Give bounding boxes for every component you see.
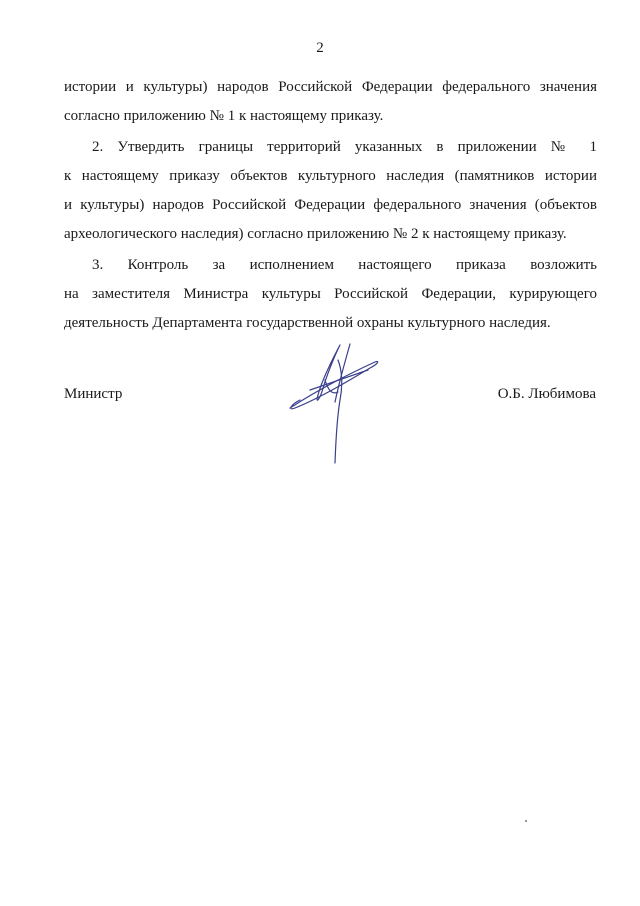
signatory-name: О.Б. Любимова (497, 386, 596, 402)
page-number: 2 (316, 40, 324, 56)
scan-speck (525, 820, 527, 822)
body-line: и культуры) народов Российской Федерации федерального значения (объектов (64, 197, 597, 213)
body-line: согласно приложению № 1 к настоящему приказу. (64, 108, 384, 124)
body-line: деятельность Департамента государственной охраны культурного наследия. (64, 315, 551, 331)
body-line: истории и культуры) народов Российской Федерации федерального значения (64, 79, 597, 95)
body-line: 3. Контроль за исполнением настоящего приказа возложить (92, 257, 597, 273)
handwritten-signature (280, 340, 390, 465)
body-line: к настоящему приказу объектов культурного наследия (памятников истории (64, 168, 597, 184)
body-line: археологического наследия) согласно приложению № 2 к настоящему приказу. (64, 226, 567, 242)
signatory-title: Министр (64, 386, 123, 402)
body-line: 2. Утвердить границы территорий указанных в приложении № 1 (92, 139, 597, 155)
body-line: на заместителя Министра культуры Российской Федерации, курирующего (64, 286, 597, 302)
